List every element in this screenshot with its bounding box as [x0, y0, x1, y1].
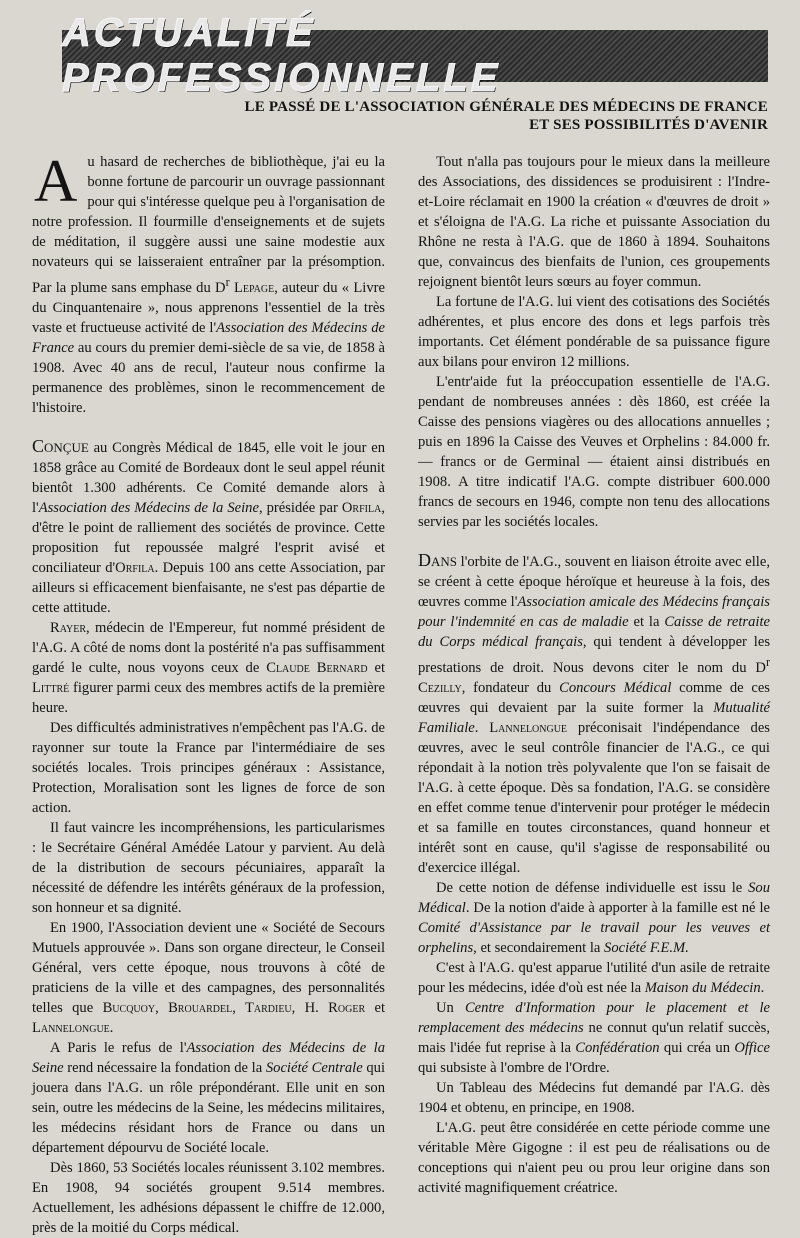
section-banner [62, 11, 768, 100]
left-column [32, 148, 386, 1238]
article-title [128, 98, 768, 134]
paragraph: Un Tableau des Médecins fut demandé par l'A.G. dès 1904 et obtenu, en principe, en 1908. [418, 1079, 770, 1116]
paragraph: A Paris le refus de l'Association des Médecins de la Seine rend nécessaire la fondation de la Société Centrale qui jouera dans l'A.G. un rôle prépondérant. Elle unit en son sein, outre les médecins de la Seine, les médecins militaires, les médecins résidant hors de France ou dans un département dépourvu de Société locale. [32, 1039, 386, 1156]
paragraph: Il faut vaincre les incompréhensions, les particularismes : le Secrétaire Général Amédée Latour y parvient. Au delà de la distribution de secours pécuniaires, apparaît la nécessité de défendre les intérêts généraux de la profession, son honneur et sa dignité. [32, 819, 385, 916]
paragraph: Conçue au Congrès Médical de 1845, elle voit le jour en 1858 grâce au Comité de Bordeaux dont le seul appel réunit bientôt 1.300 adhérents. Ce Comité demande alors à l'Association des Médecins de la Seine, présidée par Orfila, d'être le point de ralliement des sociétés de province. Cette proposition fut repoussée malgré l'esprit avisé et conciliateur d'Orfila. Depuis 100 ans cette Association, par ailleurs si efficacement bienfaisante, ne s'est pas départie de cette attitude. [32, 435, 385, 616]
paragraph: Des difficultés administratives n'empêchent pas l'A.G. de rayonner sur toute la France par l'intermédiaire de ses sociétés locales. Trois principes généraux : Assistance, Protection, Moralisation sont les lignes de force de son action. [32, 719, 385, 816]
paragraph: Un Centre d'Information pour le placement et le remplacement des médecins ne connut qu'un relatif succès, mais l'idée fut reprise à la Confédération qui créa un Office qui subsiste à l'ombre de l'Ordre. [418, 999, 770, 1076]
paragraph: L'entr'aide fut la préoccupation essentielle de l'A.G. pendant de nombreuses années : dès 1860, est créée la Caisse des pensions viagères ou des allocations annuelles ; puis en 1896 la Caisse des Veuves et Orphelins : 84.000 fr. — francs or de Germinal — étaient ainsi distribués en 1908. A titre indicatif l'A.G. compte distribuer 600.000 francs de secours en 1946, compte non tenu des allocations servies par les sociétés locales. [418, 374, 770, 530]
paragraph: La fortune de l'A.G. lui vient des cotisations des Sociétés adhérentes, et plus encore des dons et legs parfois très importants. Cet élément pondérable de sa puissance figure aux bilans pour environ 12 millions. [418, 294, 770, 370]
paragraph: Au hasard de recherches de bibliothèque, j'ai eu la bonne fortune de parcourir un ouvrage passionnant pour qui s'intéresse quelque peu à l'organisation de notre profession. Il fourmille d'enseignements et de sujets de méditation, il suggère aussi une saine modestie aux novateurs qui se laisseraient entraîner par la présomption. Par la plume sans emphase du $D^r$ Lepage, auteur du « Livre du Cinquantenaire », nous apprenons l'essentiel de la très vaste et fructueuse activité de l'Association des Médecins de France au cours du premier demi-siècle de sa vie, de 1858 à 1908. Avec 40 ans de recul, l'auteur nous confirme la permanence des problèmes, sinon le recommencement de l'histoire. [32, 148, 385, 416]
article-title-line-1: LE PASSÉ DE L'ASSOCIATION GÉNÉRALE DES MÉDECINS DE FRANCE [244, 99, 768, 115]
paragraph: Rayer, médecin de l'Empereur, fut nommé président de l'A.G. A côté de noms dont la postérité n'a pas suffisamment gardé le culte, nous voyons ceux de Claude Bernard et Littré figurer parmi ceux des membres actifs de la première heure. [32, 619, 385, 716]
paragraph: En 1900, l'Association devient une « Société de Secours Mutuels approuvée ». Dans son organe directeur, le Conseil Général, vers cette époque, nous trouvons à côté de praticiens de la ville et des campagnes, des personnalités telles que Bucquoy, Brouardel, Tardieu, H. Roger et Lannelongue. [32, 919, 386, 1036]
section-title: ACTUALITÉ PROFESSIONNELLE [62, 11, 501, 100]
paragraph: Dès 1860, 53 Sociétés locales réunissent 3.102 membres. En 1908, 94 sociétés groupent 9.514 membres. Actuellement, les adhésions dépassent le chiffre de 12.000, près de la moitié du Corps médical. [32, 1159, 385, 1236]
right-column [418, 152, 770, 1198]
article-title-line-2: ET SES POSSIBILITÉS D'AVENIR [529, 117, 768, 133]
paragraph: C'est à l'A.G. qu'est apparue l'utilité d'un asile de retraite pour les médecins, idée d'où est née la Maison du Médecin. [418, 959, 770, 996]
paragraph: L'A.G. peut être considérée en cette période comme une véritable Mère Gigogne : il est peu de réalisations ou de conceptions qui n'aient peu ou prou leur origine dans son activité magnifiquement créatrice. [418, 1119, 770, 1196]
paragraph: Dans l'orbite de l'A.G., souvent en liaison étroite avec elle, se créent à cette époque héroïque et heureuse à la fois, des œuvres comme l'Association amicale des Médecins français pour l'indemnité en cas de maladie et la Caisse de retraite du Corps médical français, qui tendent à développer les prestations de droit. Nous devons citer le nom du $D^r$ Cezilly, fondateur du Concours Médical comme de ces œuvres qui devaient par la suite former la Mutualité Familiale. Lannelongue préconisait l'indépendance des œuvres, avec le seul contrôle financier de l'A.G., ce qui répondait à la notion très polyvalente que l'on se faisait de l'A.G. à cette époque. Dès sa fondation, l'A.G. se considère en effet comme tenue d'intervenir pour protéger le médecin et sa famille en toutes circonstances, quand honneur et intérêt sont en cause, qu'il s'agisse de responsabilité ou d'exercice illégal. [418, 550, 770, 876]
drop-cap: A [34, 148, 78, 214]
paragraph: De cette notion de défense individuelle est issu le Sou Médical. De la notion d'aide à apporter à la famille est né le Comité d'Assistance par le travail pour les veuves et orphelins, et secondairement la Société F.E.M. [418, 879, 770, 956]
paragraph: Tout n'alla pas toujours pour le mieux dans la meilleure des Associations, des dissidences se produisirent : l'Indre-et-Loire réclamait en 1900 la création « d'œuvres de droit » et s'éloigna de l'A.G. La riche et puissante Association du Rhône ne resta à l'A.G. que de 1860 à 1894. Souhaitons que, convaincus des bienfaits de l'union, ces groupements rejoignent bientôt leurs sœurs au foyer commun. [418, 154, 770, 290]
